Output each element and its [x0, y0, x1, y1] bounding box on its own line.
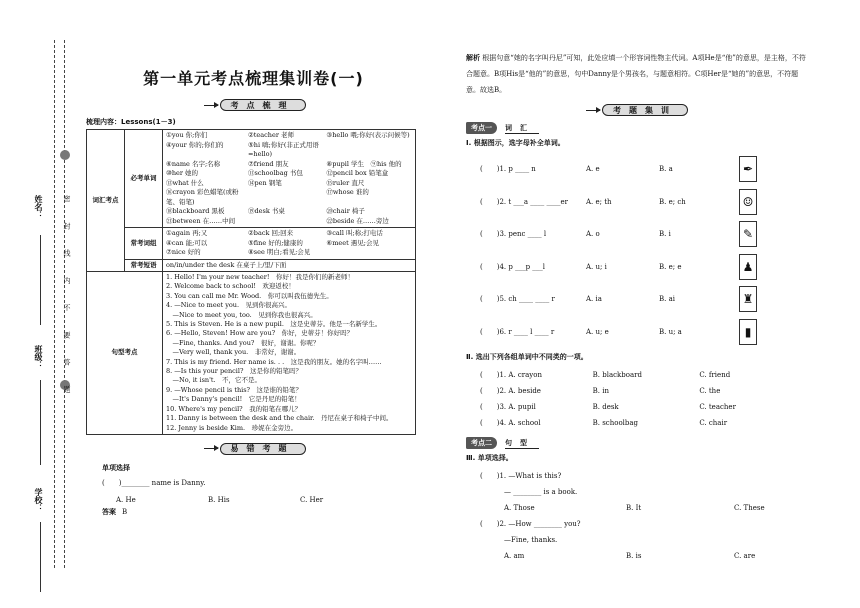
- option-c[interactable]: C. teacher: [699, 403, 736, 411]
- name-field[interactable]: [40, 235, 41, 325]
- teacher-icon: ☺: [739, 189, 757, 215]
- word-item: ⑥name 名字;名称: [166, 159, 221, 168]
- sentence-item: —No, it isn't. 不，它不是。: [166, 376, 262, 385]
- word-item: ㉑between 在……中间: [166, 216, 236, 225]
- option-a[interactable]: A. e; th: [586, 197, 612, 206]
- phrases-label: 常考词组: [125, 228, 163, 260]
- option-a[interactable]: A. am: [504, 552, 525, 560]
- section-2-items: [466, 367, 806, 431]
- option-c[interactable]: C. are: [734, 552, 756, 560]
- sentence-item: 5. This is Steven. He is a new pupil. 这是史蒂芬。他是一名新学生。: [166, 320, 382, 329]
- vocab-question: [466, 283, 806, 316]
- sentence-item: —Nice to meet you, too. 见到你我也很高兴。: [166, 310, 317, 319]
- class-field[interactable]: [40, 380, 41, 465]
- sentence-item: —Fine, thanks. And you? 很好，谢谢。你呢？: [166, 338, 320, 347]
- phrase-item: ⑤fine 好的;健康的: [247, 238, 303, 247]
- sentence-item: 3. You can call me Mr. Wood. 你可以叫我伍德先生。: [166, 291, 333, 300]
- explanation-label: 解析: [466, 54, 480, 62]
- mcq-question: ( )________ name is Danny.: [102, 478, 206, 487]
- question-text: ( )6. r ____ l ____ r: [480, 327, 555, 336]
- option-b[interactable]: B. It: [626, 504, 642, 512]
- vocab-category: 词汇考点: [87, 130, 125, 272]
- question-text[interactable]: ( )3. A. pupil: [480, 403, 536, 411]
- knowledge-table: [86, 129, 416, 435]
- answer-label: 答案: [102, 507, 116, 516]
- arrow-icon: [204, 448, 218, 449]
- word-item: ⑭pen 钢笔: [247, 178, 282, 187]
- left-page: [86, 66, 421, 517]
- odd-one-out-question: [466, 367, 806, 383]
- vocab-question: [466, 186, 806, 219]
- pupil-icon: ♟: [739, 254, 757, 280]
- word-item: ⑧pupil 学生 ⑨his 他的: [326, 159, 402, 168]
- word-item: ③hello 喂;你好(表示问候等): [326, 131, 410, 139]
- option-b[interactable]: B. i: [659, 230, 671, 239]
- option-c[interactable]: C. These: [734, 504, 765, 512]
- option-c[interactable]: C. friend: [699, 371, 731, 379]
- word-item: ㉒beside 在……旁边: [326, 216, 389, 225]
- phrase-item: ①again 再;又: [166, 229, 208, 237]
- answer-line: [102, 507, 421, 517]
- sentence-item: —Very well, thank you. 非常好，谢谢。: [166, 348, 301, 357]
- question-text: ( )5. ch ____ ____ r: [480, 295, 555, 304]
- option-a[interactable]: A. Those: [504, 504, 535, 512]
- option-a[interactable]: A. u; e: [586, 327, 609, 336]
- sentence-item: 1. Hello! I'm your new teacher! 你好！我是你们的新老师！: [166, 273, 354, 281]
- option-b[interactable]: B. e; e: [659, 262, 682, 271]
- sentence-item: 8. —Is this your pencil? 这是你的铅笔吗？: [166, 367, 302, 376]
- binding-margin: [0, 0, 90, 608]
- question-2-options: [466, 548, 806, 564]
- option-b[interactable]: B. in: [592, 387, 609, 395]
- question-text: ( )4. p ___p ___l: [480, 262, 546, 271]
- option-b[interactable]: B. e; ch: [659, 197, 686, 206]
- word-item: ⑪schoolbag 书包: [247, 169, 303, 177]
- vocab-question: [466, 218, 806, 251]
- short-phrase: on/in/under the desk 在桌子上/里/下面: [163, 259, 416, 272]
- word-item: [248, 188, 326, 207]
- odd-one-out-question: [466, 399, 806, 415]
- option-a[interactable]: A. e: [586, 165, 600, 174]
- name-label: 姓名：: [34, 195, 44, 219]
- question-text[interactable]: ( )2. A. beside: [480, 387, 541, 395]
- phrases-cell: [163, 228, 416, 260]
- option-b[interactable]: B. His: [208, 495, 230, 504]
- word-item: ⑫pencil box 铅笔盒: [326, 169, 389, 177]
- sentence-item: 10. Where's my pencil? 我的铅笔在哪儿？: [166, 404, 302, 413]
- question-text[interactable]: ( )1. A. crayon: [480, 371, 542, 379]
- section-1-items: [466, 153, 806, 348]
- words-grid: [166, 131, 412, 226]
- option-b[interactable]: B. a: [659, 165, 673, 174]
- phrases-grid: [166, 229, 412, 258]
- pencil-icon: ✎: [739, 221, 757, 247]
- word-item: ⑱blackboard 黑板: [166, 207, 225, 215]
- section-3-heading: Ⅲ. 单项选择。: [466, 454, 513, 462]
- words-cell: [163, 130, 416, 228]
- explanation: [466, 50, 806, 98]
- option-b[interactable]: B. blackboard: [592, 371, 642, 379]
- answer-value: B: [122, 507, 128, 516]
- option-a[interactable]: A. o: [586, 230, 600, 239]
- sentence-item: 2. Welcome back to school! 欢迎返校！: [166, 282, 295, 291]
- question-1-line: — ________ is a book.: [504, 488, 578, 496]
- option-b[interactable]: B. ai: [659, 295, 676, 304]
- option-b[interactable]: B. is: [626, 552, 642, 560]
- sentence-item: 4. —Nice to meet you. 见到你很高兴。: [166, 301, 292, 310]
- phrase-item: ④can 能;可以: [166, 238, 208, 247]
- vocab-question: [466, 153, 806, 186]
- banner-practice: 考题集训: [466, 104, 806, 116]
- banner-mistakes: 易错考题: [86, 443, 421, 455]
- question-2-line: —Fine, thanks.: [504, 536, 558, 544]
- word-item: ⑯crayon 彩色蜡笔(或粉笔、铅笔): [166, 188, 239, 206]
- mcq-options: [102, 496, 421, 504]
- word-item: ⑦friend 朋友: [247, 159, 289, 168]
- question-text: ( )2. t ___a ____ ____er: [480, 197, 569, 206]
- odd-one-out-question: [466, 383, 806, 399]
- option-c[interactable]: C. the: [699, 387, 721, 395]
- short-label: 常考短语: [125, 259, 163, 272]
- phrase-item: ⑥meet 遇见;会见: [326, 238, 379, 247]
- mistake-question: [86, 463, 421, 517]
- question-1: ( )1. —What is this?: [480, 472, 562, 480]
- word-item: ⑰whose 谁的: [326, 188, 369, 196]
- vocab-question: [466, 251, 806, 284]
- phrase-item: ③call 叫;称;打电话: [326, 229, 383, 237]
- section-tag-vocab: 考点一 词汇: [466, 122, 806, 134]
- sentence-item: 6. —Hello, Steven! How are you? 你好，史蒂芬！你好吗？: [166, 329, 354, 338]
- banner-review: 考点梳理: [86, 99, 421, 111]
- right-page: [466, 50, 806, 564]
- mcq-heading: 单项选择: [102, 463, 130, 472]
- word-item: ⑳chair 椅子: [326, 207, 365, 215]
- word-item: ⑬what 什么: [166, 178, 204, 187]
- ruler-icon: ▮: [739, 319, 757, 345]
- question-1-options: [466, 500, 806, 516]
- chair-icon: ♜: [739, 286, 757, 312]
- question-text: ( )3. penc ____ l: [480, 230, 547, 239]
- section-1-heading: Ⅰ. 根据图示，选字母补全单词。: [466, 139, 565, 147]
- word-item: ⑲desk 书桌: [247, 207, 285, 215]
- section-2-heading: Ⅱ. 选出下列各组单词中不同类的一项。: [466, 353, 588, 361]
- page-title: 第一单元考点梳理集训卷(一): [143, 69, 364, 88]
- phrase-item: [326, 248, 412, 258]
- phrase-item: ⑧see 明白;看见;会见: [247, 248, 311, 256]
- sentence-item: 11. Danny is between the desk and the chair. 丹尼在桌子和椅子中间。: [166, 414, 393, 423]
- phrase-item: ⑦nice 好的: [166, 248, 201, 256]
- sentence-item: 7. This is my friend. Her name is. . . 这是我的朋友。她的名字叫……: [166, 357, 382, 366]
- word-item: ④your 你的;你们的: [166, 140, 224, 149]
- question-text[interactable]: ( )4. A. school: [480, 419, 541, 427]
- word-item: ②teacher 老师: [247, 131, 294, 139]
- option-c[interactable]: C. chair: [699, 419, 728, 427]
- word-item: ⑩her 她的: [166, 169, 199, 177]
- school-field[interactable]: [40, 522, 41, 592]
- option-b[interactable]: B. desk: [592, 403, 619, 411]
- word-item: ⑤hi 嗨;你好(非正式用语=hello): [247, 140, 319, 158]
- class-label: 班级：: [34, 345, 44, 369]
- question-text: ( )1. p ____ n: [480, 165, 536, 174]
- option-a[interactable]: A. He: [116, 495, 136, 504]
- binding-hole-icon: [60, 150, 70, 160]
- arrow-icon: [204, 105, 218, 106]
- section-tag-sentences: 考点二 句型: [466, 437, 806, 449]
- vocab-question: [466, 316, 806, 349]
- sentence-item: 12. Jenny is beside Kim. 珍妮在金旁边。: [166, 423, 298, 432]
- sentence-item: 9. —Whose pencil is this? 这是谁的铅笔？: [166, 385, 303, 394]
- sentence-category: 句型考点: [87, 272, 163, 435]
- word-item: ①you 你;你们: [166, 131, 208, 139]
- explanation-text: 根据句意“她的名字叫丹尼”可知，此处应填一个形容词性物主代词。A项He是“他”的意思，是主格，不符合题意。B项His是“他的”的意思，句中Danny是个男孩名，与题意相符。C项Her是“她的”的意思，不符题意。故选B。: [466, 54, 806, 94]
- word-item: [248, 217, 326, 227]
- seal-notice: 密 封 线 内 不 要 答 题: [63, 195, 71, 402]
- sentences-cell: [163, 272, 416, 435]
- option-b[interactable]: B. u; a: [659, 327, 682, 336]
- school-label: 学校：: [34, 488, 44, 512]
- option-a[interactable]: A. ia: [586, 295, 602, 304]
- seal-line-outer: [54, 40, 55, 568]
- word-item: [326, 141, 412, 160]
- phrase-item: ②back 回;回来: [247, 229, 294, 237]
- words-label: 必考单词: [125, 130, 163, 228]
- arrow-icon: [586, 110, 600, 111]
- sentence-item: —It's Danny's pencil! 它是丹尼的铅笔！: [166, 395, 301, 404]
- option-c[interactable]: C. Her: [300, 495, 324, 504]
- odd-one-out-question: [466, 415, 806, 431]
- pen-icon: ✒: [739, 156, 757, 182]
- scope-text: 梳理内容：Lessons(1－3): [86, 118, 176, 126]
- option-a[interactable]: A. u; i: [586, 262, 607, 271]
- option-b[interactable]: B. schoolbag: [592, 419, 639, 427]
- question-2: ( )2. —How ________ you?: [480, 520, 581, 528]
- word-item: ⑮ruler 直尺: [326, 178, 365, 187]
